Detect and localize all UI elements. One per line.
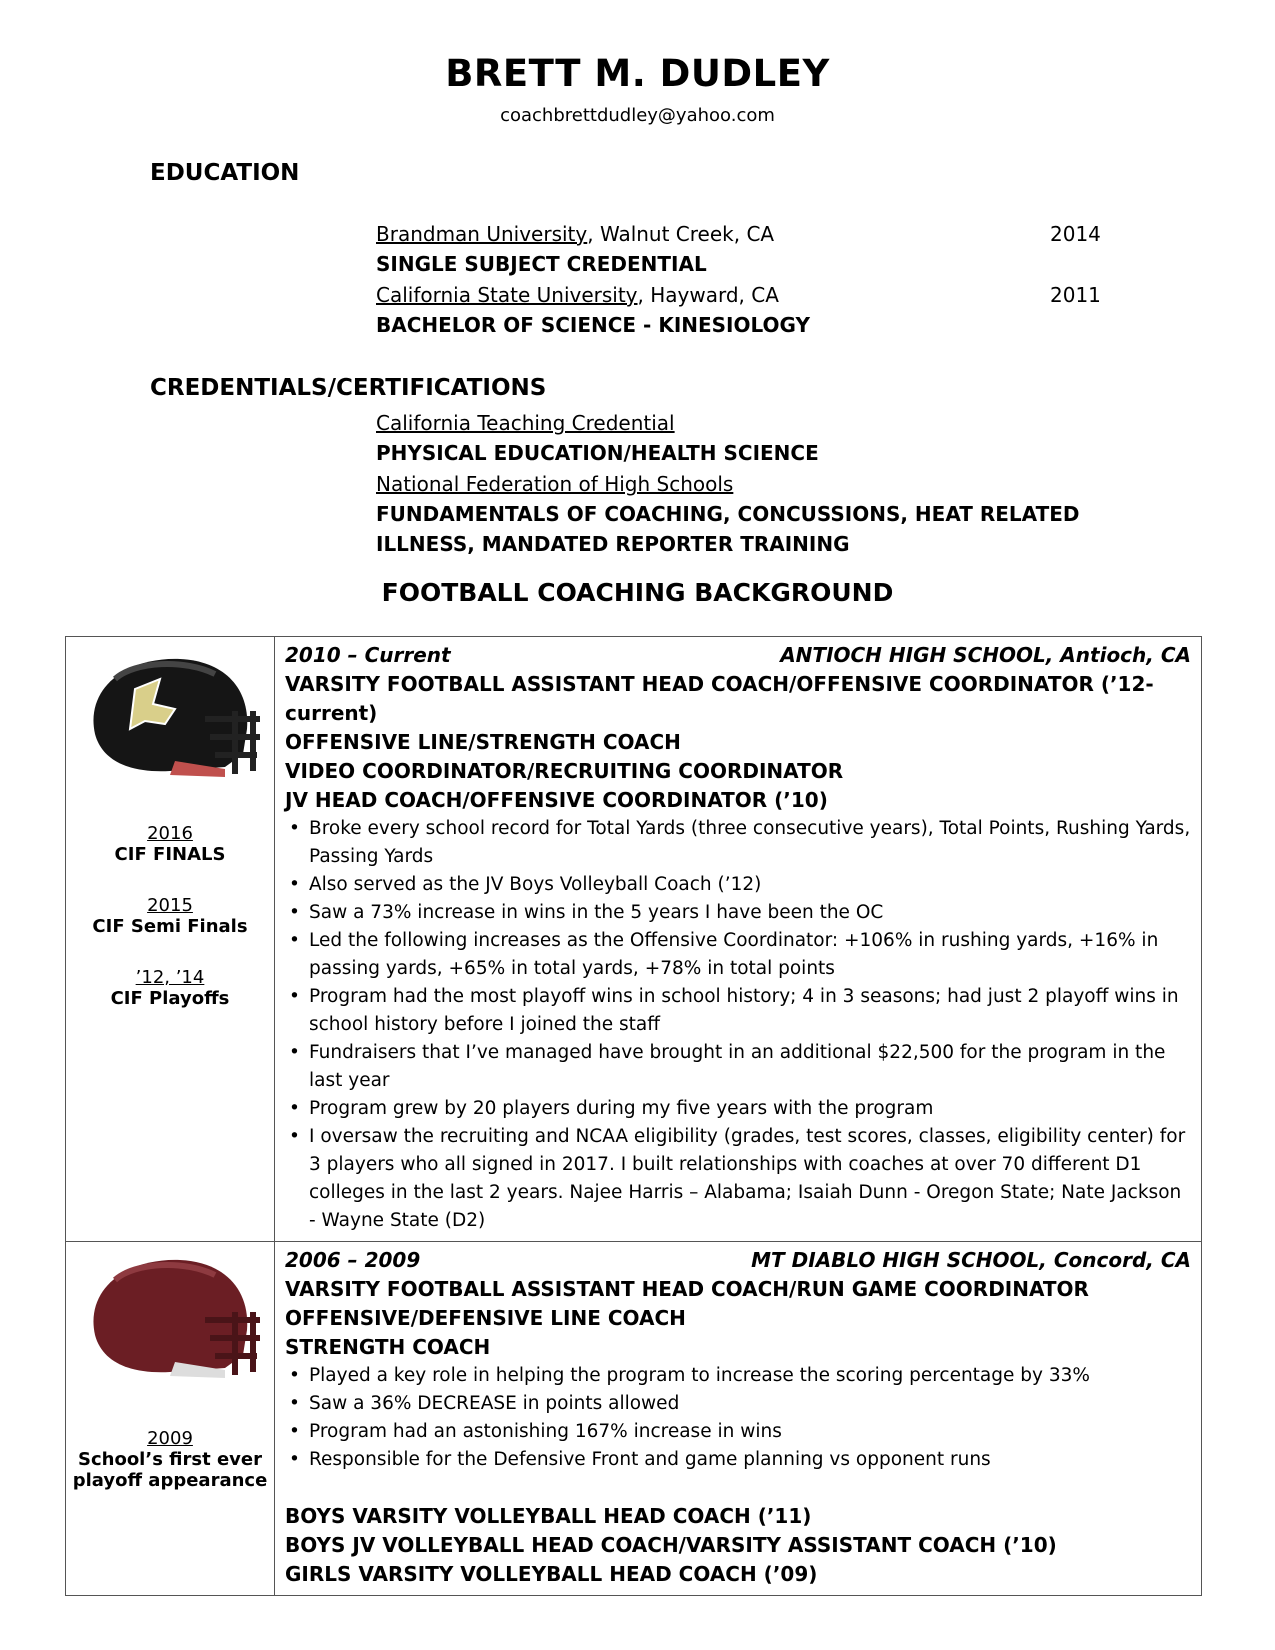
role-details-cell [275, 637, 1202, 1242]
maroon-football-helmet-icon [75, 1250, 265, 1390]
coaching-row [66, 1242, 1202, 1596]
list-item: • Played a key role in helping the program to increase the scoring percentage by 33% [289, 1365, 1090, 1386]
degree: BACHELOR OF SCIENCE - KINESIOLOGY [376, 313, 810, 337]
list-item: • Saw a 73% increase in wins in the 5 years I have been the OC [289, 902, 884, 923]
accolade-label: playoff appearance [72, 1470, 268, 1491]
accolade [66, 895, 274, 937]
list-item: • Broke every school record for Total Yards (three consecutive years), Total Points, Rushing Yards, Passing Yards [289, 818, 1191, 867]
list-item: • Responsible for the Defensive Front and game planning vs opponent runs [289, 1449, 991, 1470]
role-title: OFFENSIVE LINE/STRENGTH COACH [285, 730, 681, 754]
role-title: VARSITY FOOTBALL ASSISTANT HEAD COACH/RUN GAME COORDINATOR [285, 1277, 1089, 1301]
role-title: OFFENSIVE/DEFENSIVE LINE COACH [285, 1306, 686, 1330]
role-title: GIRLS VARSITY VOLLEYBALL HEAD COACH (’09) [285, 1562, 818, 1586]
role-dates: 2006 – 2009 [285, 1248, 421, 1272]
role-dates: 2010 – Current [285, 643, 451, 667]
role-title: STRENGTH COACH [285, 1335, 491, 1359]
role-title: JV HEAD COACH/OFFENSIVE COORDINATOR (’10) [285, 788, 828, 812]
list-item: • Program had an astonishing 167% increase in wins [289, 1421, 782, 1442]
accolade-year: 2009 [147, 1428, 193, 1449]
list-item: • Program grew by 20 players during my five years with the program [289, 1098, 934, 1119]
list-item: • Also served as the JV Boys Volleyball Coach (’12) [289, 874, 762, 895]
email-address[interactable]: coachbrettdudley@yahoo.com [500, 105, 775, 126]
list-item: • Program had the most playoff wins in school history; 4 in 3 seasons; had just 2 playoff wins in school history before I joined the staff [289, 986, 1179, 1035]
black-gold-football-helmet-icon [75, 649, 265, 789]
achievement-list [285, 1362, 1191, 1474]
coaching-heading: FOOTBALL COACHING BACKGROUND [381, 578, 894, 607]
role-details-cell [275, 1242, 1202, 1596]
accolade-label: CIF FINALS [114, 844, 226, 865]
school-name: California State University [376, 283, 638, 307]
accolades-cell [66, 1242, 275, 1596]
accolade-label: CIF Semi Finals [92, 916, 248, 937]
accolades-cell [66, 637, 275, 1242]
credentials-heading: CREDENTIALS/CERTIFICATIONS [150, 375, 547, 401]
credential-name: California Teaching Credential [376, 411, 675, 435]
credential-name: National Federation of High Schools [376, 472, 734, 496]
accolade-label: School’s first ever [78, 1449, 262, 1470]
education-year: 2011 [1050, 283, 1101, 307]
resume-name: BRETT M. DUDLEY [445, 52, 830, 95]
school-location: , Walnut Creek, CA [587, 222, 775, 246]
list-item: • I oversaw the recruiting and NCAA eligibility (grades, test scores, classes, eligibility center) for 3 players who all signed in 2017. I built relationships with coaches at over 70 different D1 colleges in the last 2 years. Najee Harris – Alabama; Isaiah Dunn - Oregon State; Nate Jackson - Wayne State (D2) [289, 1126, 1186, 1231]
role-title: BOYS JV VOLLEYBALL HEAD COACH/VARSITY ASSISTANT COACH (’10) [285, 1533, 1057, 1557]
coaching-table [65, 636, 1202, 1596]
accolade [66, 967, 274, 1009]
education-heading: EDUCATION [150, 160, 300, 186]
role-title: BOYS VARSITY VOLLEYBALL HEAD COACH (’11) [285, 1504, 812, 1528]
list-item: • Fundraisers that I’ve managed have brought in an additional $22,500 for the program in the last year [289, 1042, 1166, 1091]
role-header [285, 641, 1191, 670]
credential-detail: PHYSICAL EDUCATION/HEALTH SCIENCE [376, 441, 819, 465]
role-title: VARSITY FOOTBALL ASSISTANT HEAD COACH/OFFENSIVE COORDINATOR (’12-current) [285, 672, 1154, 725]
role-school: MT DIABLO HIGH SCHOOL, Concord, CA [751, 1248, 1191, 1272]
credential-detail: ILLNESS, MANDATED REPORTER TRAINING [376, 532, 850, 556]
accolade [66, 1428, 274, 1491]
education-entry-2 [376, 283, 779, 307]
school-location: , Hayward, CA [637, 283, 779, 307]
school-name: Brandman University [376, 222, 588, 246]
accolade-year: 2015 [147, 895, 193, 916]
list-item: • Led the following increases as the Offensive Coordinator: +106% in rushing yards, +16% in passing yards, +65% in total yards, +78% in total points [289, 930, 1159, 979]
list-item: • Saw a 36% DECREASE in points allowed [289, 1393, 680, 1414]
coaching-row [66, 637, 1202, 1242]
education-year: 2014 [1050, 222, 1101, 246]
accolade-year: 2016 [147, 823, 193, 844]
accolade-year: ’12, ’14 [135, 967, 205, 988]
achievement-list [285, 815, 1191, 1235]
role-school: ANTIOCH HIGH SCHOOL, Antioch, CA [780, 643, 1191, 667]
education-entry-1 [376, 222, 774, 246]
accolade-label: CIF Playoffs [110, 988, 230, 1009]
role-title: VIDEO COORDINATOR/RECRUITING COORDINATOR [285, 759, 844, 783]
credential-detail: FUNDAMENTALS OF COACHING, CONCUSSIONS, HEAT RELATED [376, 502, 1080, 526]
degree: SINGLE SUBJECT CREDENTIAL [376, 252, 707, 276]
accolade [66, 823, 274, 865]
role-header [285, 1246, 1191, 1275]
